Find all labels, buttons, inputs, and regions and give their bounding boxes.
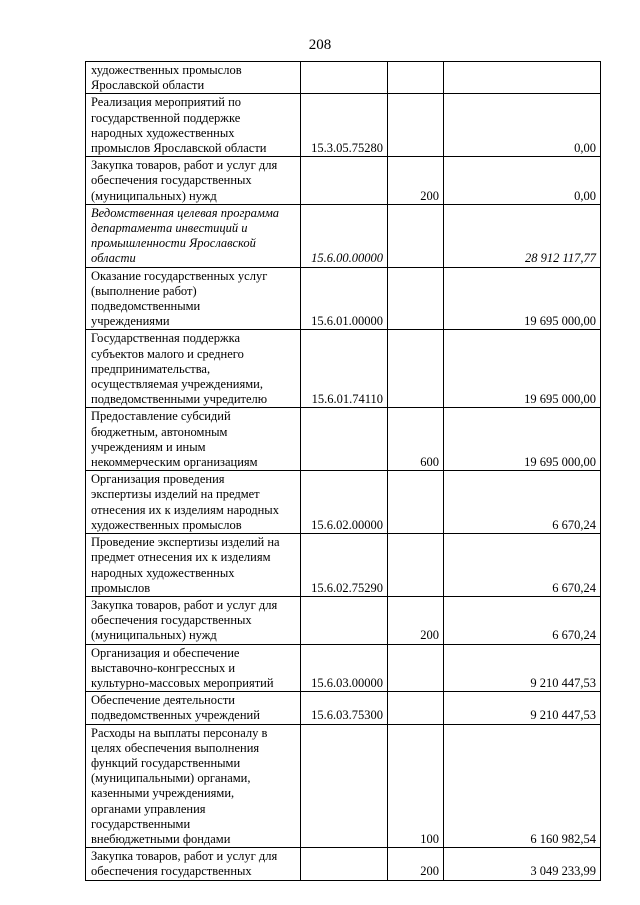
page-number: 208 bbox=[308, 37, 332, 53]
table-row bbox=[86, 267, 601, 330]
row-name-cell: Реализация мероприятий по государственной поддержке народных художественных промыслов Ярославской области bbox=[86, 94, 301, 157]
row-expense-type-cell bbox=[388, 204, 444, 267]
row-code-cell: 15.6.03.00000 bbox=[301, 644, 388, 692]
row-code-cell: 15.6.02.00000 bbox=[301, 471, 388, 534]
row-code-cell: 15.6.00.00000 bbox=[301, 204, 388, 267]
row-amount-cell: 6 160 982,54 bbox=[444, 724, 601, 848]
row-amount-cell: 19 695 000,00 bbox=[444, 267, 601, 330]
row-amount-cell: 0,00 bbox=[444, 157, 601, 205]
row-expense-type-cell bbox=[388, 267, 444, 330]
row-expense-type-cell bbox=[388, 644, 444, 692]
row-name-cell: художественных промыслов Ярославской области bbox=[86, 62, 301, 94]
table-row bbox=[86, 848, 601, 880]
table-row bbox=[86, 471, 601, 534]
row-name-cell: Государственная поддержка субъектов малого и среднего предпринимательства, осуществляемая учреждениями, подведомственными учредителю bbox=[86, 330, 301, 408]
table-row bbox=[86, 596, 601, 644]
row-code-cell: 15.3.05.75280 bbox=[301, 94, 388, 157]
row-expense-type-cell bbox=[388, 534, 444, 597]
row-expense-type-cell bbox=[388, 692, 444, 724]
row-amount-cell: 19 695 000,00 bbox=[444, 408, 601, 471]
row-amount-cell: 3 049 233,99 bbox=[444, 848, 601, 880]
table-row bbox=[86, 330, 601, 408]
row-name-cell: Организация и обеспечение выставочно-конгрессных и культурно-массовых мероприятий bbox=[86, 644, 301, 692]
row-amount-cell: 28 912 117,77 bbox=[444, 204, 601, 267]
budget-table-body bbox=[86, 62, 601, 881]
row-name-cell: Предоставление субсидий бюджетным, автономным учреждениям и иным некоммерческим организациям bbox=[86, 408, 301, 471]
table-row bbox=[86, 204, 601, 267]
row-amount-cell bbox=[444, 62, 601, 94]
row-code-cell: 15.6.02.75290 bbox=[301, 534, 388, 597]
row-amount-cell: 9 210 447,53 bbox=[444, 644, 601, 692]
row-expense-type-cell bbox=[388, 330, 444, 408]
budget-table bbox=[85, 61, 601, 881]
row-name-cell: Ведомственная целевая программа департамента инвестиций и промышленности Ярославской области bbox=[86, 204, 301, 267]
row-code-cell bbox=[301, 408, 388, 471]
row-code-cell bbox=[301, 157, 388, 205]
table-row bbox=[86, 408, 601, 471]
row-amount-cell: 6 670,24 bbox=[444, 471, 601, 534]
table-row bbox=[86, 62, 601, 94]
row-code-cell: 15.6.01.74110 bbox=[301, 330, 388, 408]
table-row bbox=[86, 94, 601, 157]
row-name-cell: Оказание государственных услуг (выполнение работ) подведомственными учреждениями bbox=[86, 267, 301, 330]
row-expense-type-cell: 200 bbox=[388, 848, 444, 880]
row-code-cell: 15.6.01.00000 bbox=[301, 267, 388, 330]
row-name-cell: Организация проведения экспертизы изделий на предмет отнесения их к изделиям народных художественных промыслов bbox=[86, 471, 301, 534]
row-name-cell: Обеспечение деятельности подведомственных учреждений bbox=[86, 692, 301, 724]
table-row bbox=[86, 692, 601, 724]
row-expense-type-cell: 200 bbox=[388, 157, 444, 205]
row-expense-type-cell: 600 bbox=[388, 408, 444, 471]
row-code-cell bbox=[301, 62, 388, 94]
row-amount-cell: 0,00 bbox=[444, 94, 601, 157]
row-name-cell: Проведение экспертизы изделий на предмет отнесения их к изделиям народных художественных промыслов bbox=[86, 534, 301, 597]
row-name-cell: Закупка товаров, работ и услуг для обеспечения государственных (муниципальных) нужд bbox=[86, 157, 301, 205]
row-expense-type-cell: 200 bbox=[388, 596, 444, 644]
row-amount-cell: 6 670,24 bbox=[444, 534, 601, 597]
row-code-cell bbox=[301, 596, 388, 644]
row-amount-cell: 19 695 000,00 bbox=[444, 330, 601, 408]
row-amount-cell: 6 670,24 bbox=[444, 596, 601, 644]
row-code-cell bbox=[301, 724, 388, 848]
row-expense-type-cell: 100 bbox=[388, 724, 444, 848]
table-row bbox=[86, 534, 601, 597]
row-code-cell: 15.6.03.75300 bbox=[301, 692, 388, 724]
row-amount-cell: 9 210 447,53 bbox=[444, 692, 601, 724]
row-expense-type-cell bbox=[388, 62, 444, 94]
row-name-cell: Закупка товаров, работ и услуг для обеспечения государственных (муниципальных) нужд bbox=[86, 596, 301, 644]
table-row bbox=[86, 644, 601, 692]
row-name-cell: Расходы на выплаты персоналу в целях обеспечения выполнения функций государственными (муниципальными) органами, казенными учреждениями, органами управления государственными внебюджетными фондами bbox=[86, 724, 301, 848]
row-expense-type-cell bbox=[388, 94, 444, 157]
table-row bbox=[86, 724, 601, 848]
row-code-cell bbox=[301, 848, 388, 880]
row-expense-type-cell bbox=[388, 471, 444, 534]
table-row bbox=[86, 157, 601, 205]
row-name-cell: Закупка товаров, работ и услуг для обеспечения государственных bbox=[86, 848, 301, 880]
